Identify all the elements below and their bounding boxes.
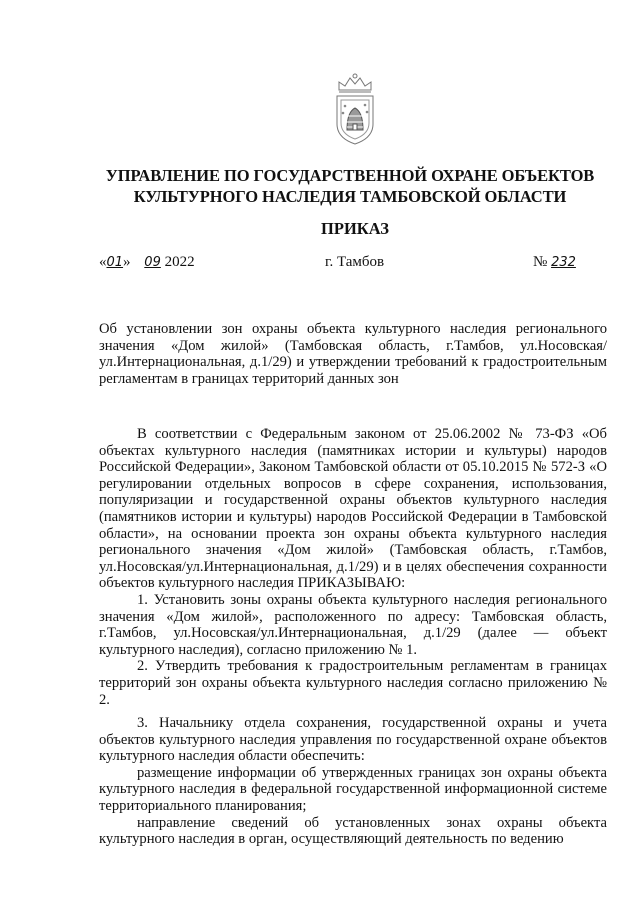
body-item-2: 2. Утвердить требования к градостроительным регламентам в границах территорий зон охраны объекта культурного наследия согласно приложению № 2. bbox=[99, 658, 607, 708]
coat-of-arms-emblem bbox=[329, 72, 381, 146]
body-preamble: В соответствии с Федеральным законом от 25.06.2002 № 73-ФЗ «Об объектах культурного наследия (памятниках истории и культуры) народов Российской Федерации», Законом Тамбовской области от 05.10.2015 № 572-З «О регулировании отдельных вопросов в сфере сохранения, использования, популяризации и государственной охраны объектов культурного наследия (памятников истории и культуры) народов Российской Федерации в Тамбовской области», на основании проекта зон охраны объекта культурного наследия регионального значения «Дом жилой» (Тамбовская область, г.Тамбов, ул.Носовская/ул.Интернациональная, д.1/29) и в целях обеспечения сохранности объектов культурного наследия ПРИКАЗЫВАЮ: bbox=[99, 426, 607, 592]
body-item-1: 1. Установить зоны охраны объекта культурного наследия регионального значения «Дом жилой», расположенного по адресу: Тамбовская область, г.Тамбов, ул.Носовская/ул.Интернациональная, д.1/29 (далее — объект культурного наследия), согласно приложению № 1. bbox=[99, 591, 607, 658]
date-close-quote: » bbox=[123, 254, 131, 270]
order-date bbox=[99, 254, 195, 271]
body-item-3: 3. Начальнику отдела сохранения, государственной охраны и учета объектов культурного наследия управления по государственной охране объектов культурного наследия области обеспечить: bbox=[99, 715, 607, 765]
date-open-quote: « bbox=[99, 254, 107, 270]
subject-text: Об установлении зон охраны объекта культурного наследия регионального значения «Дом жилой» (Тамбовская область, г.Тамбов, ул.Носовская/ул.Интернациональная, д.1/29) и утверждении требований к градостроительным регламентам в границах территорий данных зон bbox=[99, 321, 607, 387]
order-subject bbox=[99, 321, 607, 387]
date-year: 2022 bbox=[164, 254, 195, 270]
date-day: 01 bbox=[106, 255, 124, 270]
order-number bbox=[533, 254, 576, 271]
document-type-title: ПРИКАЗ bbox=[321, 219, 389, 238]
organization-name-line1: УПРАВЛЕНИЕ ПО ГОСУДАРСТВЕННОЙ ОХРАНЕ ОБЪЕКТОВ bbox=[105, 166, 595, 185]
number-value: 232 bbox=[551, 255, 576, 270]
order-city: г. Тамбов bbox=[325, 254, 385, 270]
organization-name-line2: КУЛЬТУРНОГО НАСЛЕДИЯ ТАМБОВСКОЙ ОБЛАСТИ bbox=[133, 187, 567, 206]
date-month: 09 bbox=[144, 255, 161, 270]
number-prefix: № bbox=[533, 254, 548, 270]
body-item-3b: направление сведений об установленных зонах охраны объекта культурного наследия в орган, осуществляющий деятельность по ведению bbox=[99, 814, 607, 848]
order-body bbox=[99, 426, 607, 848]
body-item-3a: размещение информации об утвержденных границах зон охраны объекта культурного наследия в федеральной государственной информационной системе территориального планирования; bbox=[99, 764, 607, 815]
